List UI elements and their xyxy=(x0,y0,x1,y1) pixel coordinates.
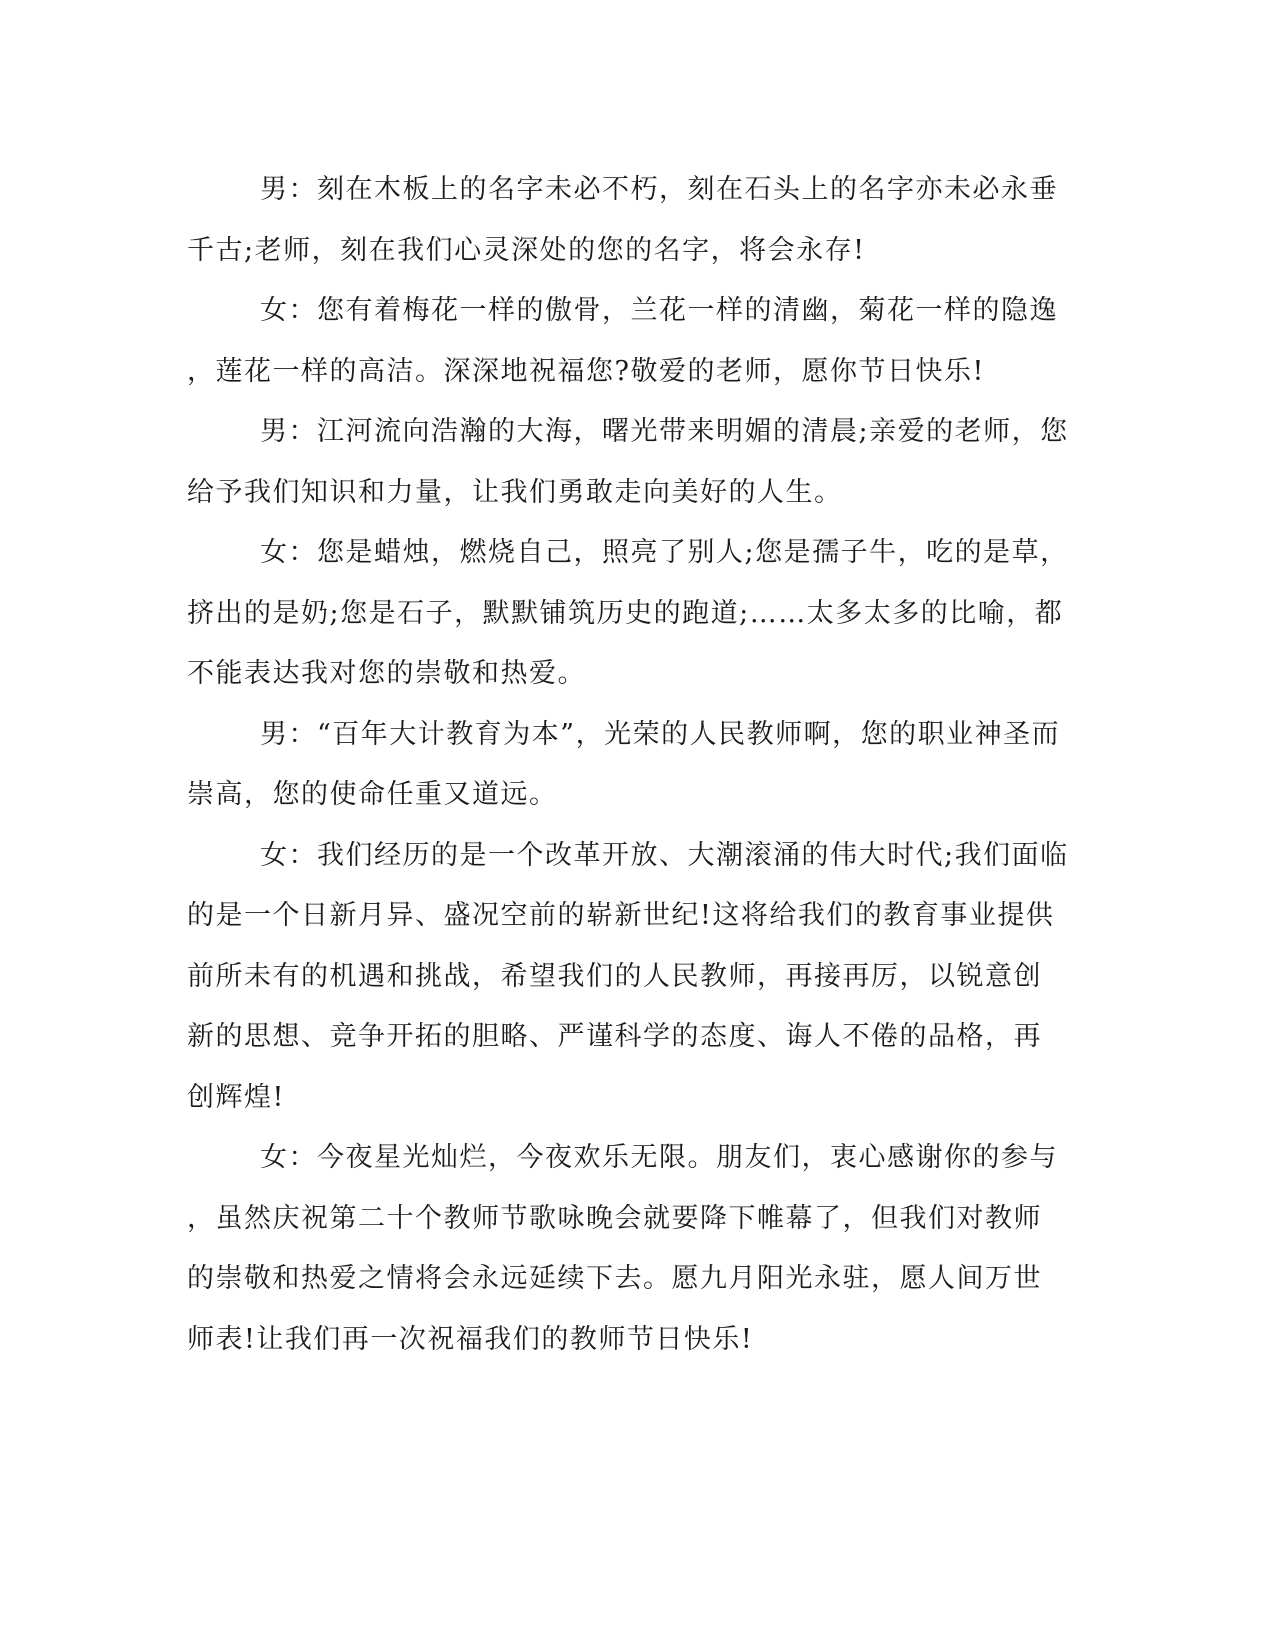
text-line: 给予我们知识和力量，让我们勇敢走向美好的人生。 xyxy=(187,476,843,508)
text-line: 女：今夜星光灿烂，今夜欢乐无限。朋友们，衷心感谢你的参与 xyxy=(260,1142,1058,1173)
text-line: 男：“百年大计教育为本”，光荣的人民教师啊，您的职业神圣而 xyxy=(260,718,1061,750)
text-line: 前所未有的机遇和挑战，希望我们的人民教师，再接再厉，以锐意创 xyxy=(187,960,1042,992)
text-line: 女：您是蜡烛，燃烧自己，照亮了别人;您是孺子牛，吃的是草， xyxy=(260,537,1069,568)
text-line: ，莲花一样的高洁。深深地祝福您?敬爱的老师，愿你节日快乐! xyxy=(187,355,985,387)
text-line: 的是一个日新月异、盛况空前的崭新世纪!这将给我们的教育事业提供 xyxy=(187,900,1055,931)
text-line: ，虽然庆祝第二十个教师节歌咏晚会就要降下帷幕了，但我们对教师 xyxy=(187,1202,1042,1234)
text-line: 男：江河流向浩瀚的大海，曙光带来明媚的清晨;亲爱的老师，您 xyxy=(260,416,1069,447)
text-line: 千古;老师，刻在我们心灵深处的您的名字，将会永存! xyxy=(187,234,866,266)
text-line: 不能表达我对您的崇敬和热爱。 xyxy=(187,658,586,689)
text-line: 新的思想、竞争开拓的胆略、严谨科学的态度、诲人不倦的品格，再 xyxy=(187,1021,1042,1052)
text-line: 挤出的是奶;您是石子，默默铺筑历史的跑道;……太多太多的比喻，都 xyxy=(187,597,1064,629)
text-line: 创辉煌! xyxy=(187,1081,285,1113)
text-line: 女：您有着梅花一样的傲骨，兰花一样的清幽，菊花一样的隐逸 xyxy=(260,295,1058,326)
text-line: 崇高，您的使命任重又道远。 xyxy=(187,779,558,810)
text-line: 的崇敬和热爱之情将会永远延续下去。愿九月阳光永驻，愿人间万世 xyxy=(187,1263,1042,1294)
text-line: 师表!让我们再一次祝福我们的教师节日快乐! xyxy=(187,1323,754,1355)
text-line: 女：我们经历的是一个改革开放、大潮滚涌的伟大时代;我们面临 xyxy=(260,839,1069,871)
document-body xyxy=(187,160,1072,1370)
text-line: 男：刻在木板上的名字未必不朽，刻在石头上的名字亦未必永垂 xyxy=(260,174,1058,205)
